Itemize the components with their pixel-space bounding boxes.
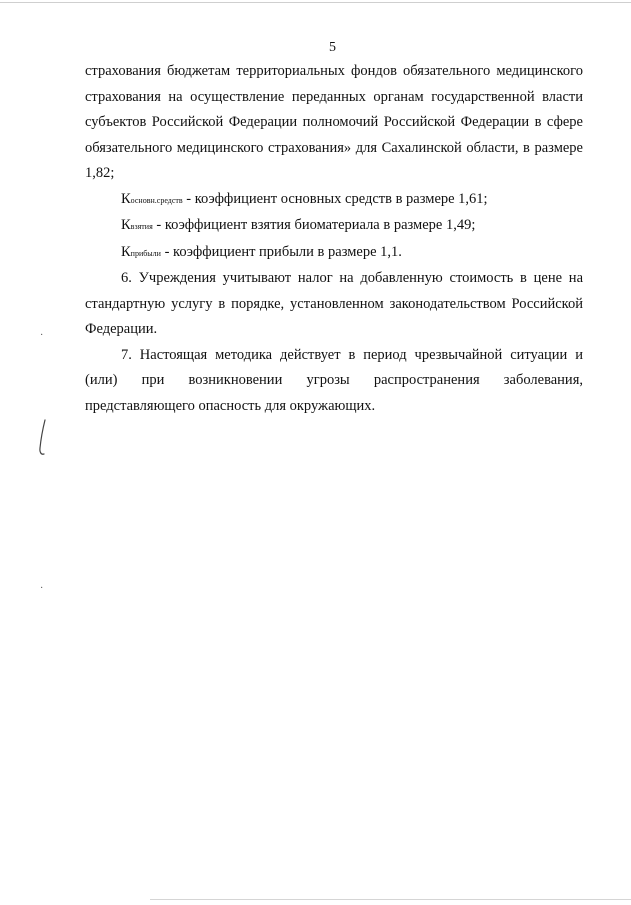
scan-bottom-edge: [150, 899, 631, 900]
coefficient-description: - коэффициент прибыли в размере 1,1.: [160, 243, 402, 260]
coefficient-description: - коэффициент основных средств в размере 1,61;: [182, 190, 488, 207]
coefficient-biomaterial: [85, 213, 583, 240]
coefficient-fixed-assets: [85, 187, 583, 214]
coefficient-symbol: К: [121, 190, 131, 207]
coefficient-subscript: основн.средств: [130, 195, 183, 205]
coefficient-symbol: К: [121, 243, 131, 260]
paragraph-item-6: 6. Учреждения учитывают налог на добавленную стоимость в цене на стандартную услугу в порядке, установленном законодательством Российской Федерации.: [85, 270, 583, 337]
page-number: 5: [329, 40, 336, 55]
coefficient-subscript: взятия: [130, 222, 153, 231]
paragraph-item-7: 7. Настоящая методика действует в период чрезвычайной ситуации и (или) при возникновении угрозы распространения заболевания, представляющего опасность для окружающих.: [85, 346, 583, 414]
coefficient-description: - коэффициент взятия биоматериала в размере 1,49;: [152, 217, 476, 233]
coefficient-symbol: К: [121, 217, 131, 233]
scan-speck-mark: ·: [40, 583, 44, 594]
document-body: [85, 59, 583, 419]
paragraph-continuation: страхования бюджетам территориальных фондов обязательного медицинского страхования на осуществление переданных органам государственной власти субъектов Российской Федерации полномочий Российской Федерации в сфере обязательного медицинского страхования» для Сахалинской области, в размере 1,82;: [85, 63, 583, 181]
scan-top-edge: [0, 2, 631, 3]
pen-stroke-mark: [36, 418, 50, 458]
coefficient-profit: [85, 240, 583, 267]
scan-speck-mark: ·: [40, 330, 44, 341]
coefficient-subscript: прибыли: [130, 248, 161, 258]
